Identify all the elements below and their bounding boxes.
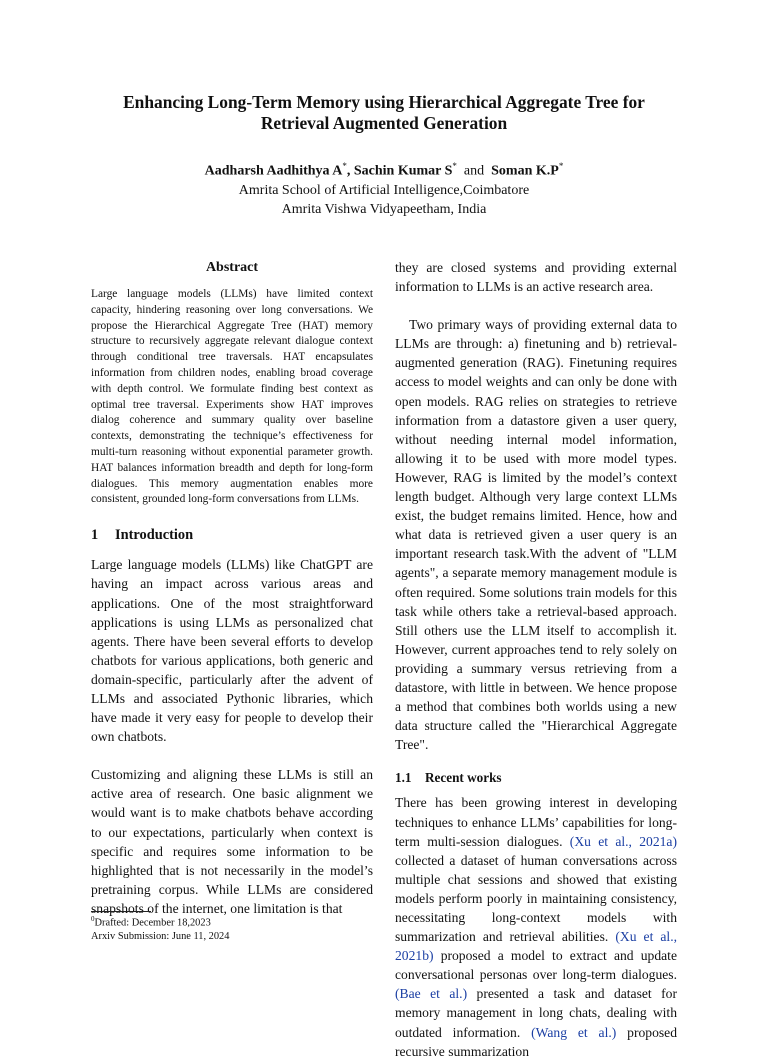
- author-names: [60, 157, 708, 181]
- author-and: and: [460, 163, 488, 179]
- left-column: [91, 258, 373, 918]
- section-title: Introduction: [115, 527, 194, 544]
- citation-xu-2021a[interactable]: (Xu et al., 2021a): [569, 833, 677, 849]
- paper-title-line-1: Enhancing Long-Term Memory using Hierarchical Aggregate Tree for: [123, 92, 645, 112]
- author-3-mark: *: [558, 161, 564, 171]
- citation-xu-2021b[interactable]: (Xu et al., 2021b): [395, 929, 678, 964]
- subsection-number: 1.1: [395, 770, 412, 786]
- author-separator: ,: [346, 163, 354, 179]
- author-2: Sachin Kumar S: [353, 163, 453, 179]
- footnote: [91, 913, 373, 943]
- intro-paragraph-1: Large language models (LLMs) like ChatGPT are having an impact across various areas and applications. One of the most straightforward applications is using LLMs as personalized chat agents. There have been several efforts to develop chatbots for various applications, both generic and domain-specific, particularly after the advent of LLMs and associated Pythonic libraries, which have made it very easy for people to develop their own chatbots.: [91, 557, 373, 745]
- intro-paragraph-2: Customizing and aligning these LLMs is still an active area of research. One basic alignment we would want is to make chatbots behave according to our expectations, particularly when context is specific and requires some information to be highlighted that is not necessarily in the model’s pretraining corpus. While LLMs are considered snapshots of the internet, one limitation is that: [91, 767, 373, 916]
- intro-paragraph-2-continued: they are closed systems and providing external information to LLMs is an active research area.: [395, 260, 677, 295]
- recent-works-paragraph: [395, 793, 677, 1060]
- recent-text-d: presented a task and dataset for memory management in long chats, dealing with outdated information.: [395, 986, 677, 1040]
- recent-text-e: proposed recursive summarization: [395, 1024, 677, 1059]
- footnote-drafted: Drafted: December 18,2023: [94, 917, 211, 929]
- author-2-mark: *: [452, 161, 457, 171]
- paper-title-line-2: Retrieval Augmented Generation: [260, 113, 508, 133]
- footnote-line-2: Arxiv Submission: June 11, 2024: [91, 930, 230, 942]
- recent-text-b: collected a dataset of human conversations across multiple chat sessions and showed that existing models perform poorly in maintaining consistency, necessitating long-context models with summarization and retrieval abilities.: [395, 852, 677, 945]
- intro-paragraph-3: Two primary ways of providing external data to LLMs are through: a) finetuning and b) retrieval-augmented generation (RAG). Finetuning requires access to model weights and can only be done with open models. RAG relies on strategies to retrieve information from a datastore given a user query, without needing internal model information, allowing it to be used with more model types. However, RAG is limited by the model’s context length budget. Although very large context LLMs exist, the budget remains limited. Hence, how and what data is retrieved given a user query is an important research task.With the advent of "LLM agents", a separate memory management module is often required. Some solutions train models for this task while others take a retrieval-based approach. Still others use the LLM itself to accomplish it. However, current approaches tend to rely solely on providing a summary versus retrieving from a datastore, with little in between. We hence propose a method that combines both worlds using a new data structure called the "Hierarchical Aggregate Tree".: [395, 317, 677, 753]
- subsection-heading-recent-works: [395, 768, 677, 787]
- paper-title: [60, 92, 708, 134]
- footnote-rule: [91, 911, 151, 912]
- author-1-mark: *: [342, 161, 347, 171]
- author-block: [60, 157, 708, 219]
- right-column: [395, 258, 677, 1061]
- recent-text-c: proposed a model to extract and update conversational personas over long-term dialogues.: [395, 948, 677, 983]
- author-1: Aadharsh Aadhithya A: [204, 163, 343, 179]
- section-number: 1: [91, 527, 99, 544]
- footnote-line-1: [91, 913, 373, 930]
- subsection-title: Recent works: [425, 770, 502, 786]
- affiliation-2: Amrita Vishwa Vidyapeetham, India: [281, 201, 487, 217]
- abstract-text: Large language models (LLMs) have limited context capacity, hindering reasoning over long conversations. We propose the Hierarchical Aggregate Tree (HAT) memory structure to recursively aggregate relevant dialogue context through conditional tree traversals. HAT encapsulates information from children nodes, enabling broad coverage with depth control. We formulate finding best context as optimal tree traversal. Experiments show HAT improves dialog coherence and summary quality over baseline contexts, demonstrating the technique’s effectiveness for multi-turn reasoning without exponential parameter growth. HAT balances information breadth and depth for long-form dialogues. This memory augmentation enables more consistent, grounded long-form conversations from LLMs.: [91, 288, 373, 506]
- affiliation-1: Amrita School of Artificial Intelligence,Coimbatore: [238, 182, 530, 198]
- citation-bae[interactable]: (Bae et al.): [395, 986, 468, 1002]
- section-heading-introduction: [91, 526, 373, 545]
- abstract-heading: Abstract: [205, 260, 259, 275]
- author-3: Soman K.P: [491, 163, 559, 179]
- footnote-mark: 0: [91, 915, 95, 923]
- citation-wang[interactable]: (Wang et al.): [531, 1024, 617, 1040]
- recent-text-a: There has been growing interest in developing techniques to enhance LLMs’ capabilities for long-term multi-session dialogues.: [395, 795, 677, 849]
